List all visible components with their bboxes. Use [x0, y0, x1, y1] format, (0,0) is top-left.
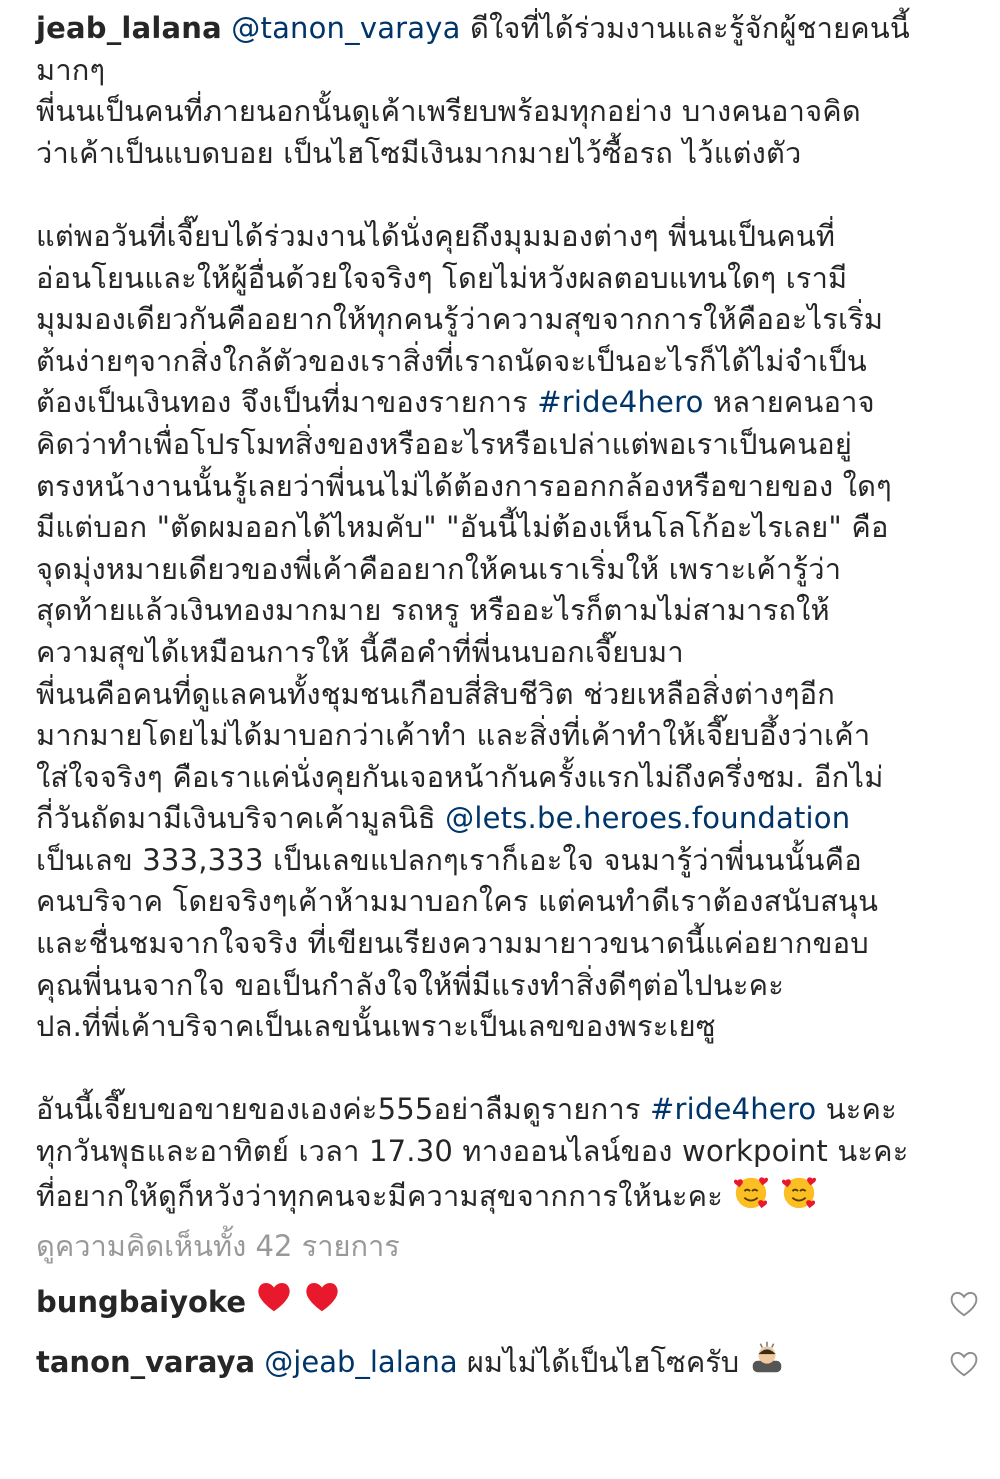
- caption-line: [36, 424, 968, 466]
- caption-line: [36, 715, 968, 757]
- caption-line: [36, 632, 968, 674]
- caption-line: [36, 674, 968, 716]
- caption-text: และชื่นชมจากใจจริง ที่เขียนเรียงความมายาวขนาดนี้แค่อยากขอบ: [36, 926, 869, 961]
- caption-text: พี่นนคือคนที่ดูแลคนทั้งชุมชนเกือบสี่สิบชีวิต ช่วยเหลือสิ่งต่างๆอีก: [36, 676, 836, 711]
- caption-text: ว่าเค้าเป็นแบดบอย เป็นไฮโซมีเงินมากมายไว้ซื้อรถ ไว้แต่งตัว: [36, 135, 802, 170]
- caption-blank-line: [36, 174, 968, 216]
- caption-line: [36, 923, 968, 965]
- post-feed: [36, 8, 968, 1390]
- comment-username[interactable]: tanon_varaya: [36, 1345, 256, 1380]
- caption-text: ตรงหน้างานนั้นรู้เลยว่าพี่นนไม่ได้ต้องการออกกล้องหรือขายของ ใดๆ: [36, 468, 892, 503]
- caption-line: [36, 258, 968, 300]
- caption-line: [36, 757, 968, 799]
- comment-username[interactable]: bungbaiyoke: [36, 1285, 247, 1320]
- caption-text: จุดมุ่งหมายเดียวของพี่เค้าคืออยากให้คนเราเริ่มให้ เพราะเค้ารู้ว่า: [36, 551, 842, 586]
- caption-line: [36, 965, 968, 1007]
- caption-text: ทุกวันพุธและอาทิตย์ เวลา 17.30 ทางออนไลน์ของ workpoint นะคะ: [36, 1134, 909, 1169]
- smiling-face-with-hearts-icon: [780, 1173, 818, 1223]
- caption-line: [36, 840, 968, 882]
- post-author-username[interactable]: jeab_lalana: [36, 11, 222, 45]
- comment-row: [36, 1338, 968, 1390]
- caption-line: [36, 466, 968, 508]
- like-heart-icon[interactable]: [948, 1346, 980, 1378]
- caption-line: [36, 50, 968, 92]
- caption-line: [36, 341, 968, 383]
- caption-text: มากมายโดยไม่ได้มาบอกว่าเค้าทำ และสิ่งที่เค้าทำให้เจี๊ยบอึ้งว่าเค้า: [36, 718, 871, 753]
- caption-text: ดีใจที่ได้ร่วมงานและรู้จักผู้ชายคนนี้: [460, 11, 910, 45]
- caption-line: [36, 881, 968, 923]
- caption-line: [36, 1089, 968, 1131]
- like-heart-icon[interactable]: [948, 1286, 980, 1318]
- caption-text: ต้นง่ายๆจากสิ่งใกล้ตัวของเราสิ่งที่เราถนัดจะเป็นอะไรก็ได้ไม่จำเป็น: [36, 343, 867, 378]
- post-caption: [36, 8, 968, 1222]
- caption-text: คุณพี่นนจากใจ ขอเป็นกำลังใจให้พี่มีแรงทำสิ่งดีๆต่อไปนะคะ: [36, 967, 785, 1002]
- caption-text: ผมไม่ได้เป็นไฮโซครับ: [457, 1345, 749, 1380]
- caption-text: คิดว่าทำเพื่อโปรโมทสิ่งของหรืออะไรหรือเปล่าแต่พอเราเป็นคนอยู่: [36, 426, 853, 461]
- comments-list: [36, 1278, 968, 1390]
- caption-text: สุดท้ายแล้วเงินทองมากมาย รถหรู หรืออะไรก็ตามไม่สามารถให้: [36, 593, 830, 628]
- caption-line: [36, 8, 968, 50]
- caption-text: [770, 1178, 779, 1212]
- caption-text: มุมมองเดียวกันคืออยากให้ทุกคนรู้ว่าความสุขจากการให้คืออะไรเริ่ม: [36, 302, 884, 337]
- caption-text: ความสุขได้เหมือนการให้ นี้คือคำที่พี่นนบอกเจี๊ยบมา: [36, 634, 684, 669]
- caption-line: [36, 133, 968, 175]
- red-heart-icon: [303, 1278, 341, 1330]
- caption-text: ที่อยากให้ดูก็หวังว่าทุกคนจะมีความสุขจากการให้นะคะ: [36, 1178, 733, 1213]
- caption-line: [36, 1006, 968, 1048]
- caption-text: แต่พอวันที่เจี๊ยบได้ร่วมงานได้นั่งคุยถึงมุมมองต่างๆ พี่นนเป็นคนที่: [36, 218, 836, 253]
- caption-text: ต้องเป็นเงินทอง จึงเป็นที่มาของรายการ: [36, 385, 538, 420]
- hashtag-link[interactable]: #ride4hero: [537, 385, 704, 420]
- caption-text: [293, 1285, 302, 1319]
- caption-line: [36, 382, 968, 424]
- smiling-face-with-hearts-icon: [732, 1173, 770, 1223]
- hashtag-link[interactable]: #ride4hero: [650, 1092, 817, 1127]
- view-all-comments-link[interactable]: ดูความคิดเห็นทั้ง 42 รายการ: [36, 1229, 400, 1264]
- mention-link[interactable]: @lets.be.heroes.foundation: [445, 801, 851, 836]
- caption-text: อ่อนโยนและให้ผู้อื่นด้วยใจจริงๆ โดยไม่หวังผลตอบแทนใดๆ เรามี: [36, 260, 848, 295]
- caption-text: กี่วันถัดมามีเงินบริจาคเค้ามูลนิธิ: [36, 801, 446, 836]
- caption-text: พี่นนเป็นคนที่ภายนอกนั้นดูเค้าเพรียบพร้อมทุกอย่าง บางคนอาจคิด: [36, 94, 861, 129]
- caption-text: ใส่ใจจริงๆ คือเราแค่นั่งคุยกันเจอหน้ากันครั้งแรกไม่ถึงครึ่งชม. อีกไม่: [36, 759, 884, 794]
- red-heart-icon: [255, 1278, 293, 1330]
- caption-line: [36, 299, 968, 341]
- caption-text: อันนี้เจี๊ยบขอขายของเองค่ะ555อย่าลืมดูรายการ: [36, 1092, 651, 1127]
- caption-text: คนบริจาค โดยจริงๆเค้าห้ามมาบอกใคร แต่คนทำดีเราต้องสนับสนุน: [36, 884, 879, 919]
- caption-text: มากๆ: [36, 52, 106, 87]
- caption-line: [36, 549, 968, 591]
- caption-line: [36, 1173, 968, 1223]
- caption-blank-line: [36, 1048, 968, 1090]
- caption-line: [36, 91, 968, 133]
- caption-text: หลายคนอาจ: [703, 385, 875, 420]
- caption-text: มีแต่บอก "ตัดผมออกได้ไหมคับ" "อันนี้ไม่ต้องเห็นโลโก้อะไรเลย" คือ: [36, 510, 889, 545]
- caption-line: [36, 507, 968, 549]
- caption-line: [36, 1131, 968, 1173]
- caption-text: นะคะ: [816, 1092, 897, 1127]
- person-bowing-icon: [748, 1338, 786, 1390]
- caption-text: เป็นเลข 333,333 เป็นเลขแปลกๆเราก็เอะใจ จนมารู้ว่าพี่นนนั้นคือ: [36, 842, 862, 877]
- caption-line: [36, 216, 968, 258]
- caption-line: [36, 590, 968, 632]
- caption-text: ปล.ที่พี่เค้าบริจาคเป็นเลขนั้นเพราะเป็นเลขของพระเยซู: [36, 1009, 716, 1044]
- caption-line: [36, 798, 968, 840]
- mention-link[interactable]: @tanon_varaya: [231, 11, 461, 45]
- mention-link[interactable]: @jeab_lalana: [264, 1345, 458, 1380]
- comment-row: [36, 1278, 968, 1330]
